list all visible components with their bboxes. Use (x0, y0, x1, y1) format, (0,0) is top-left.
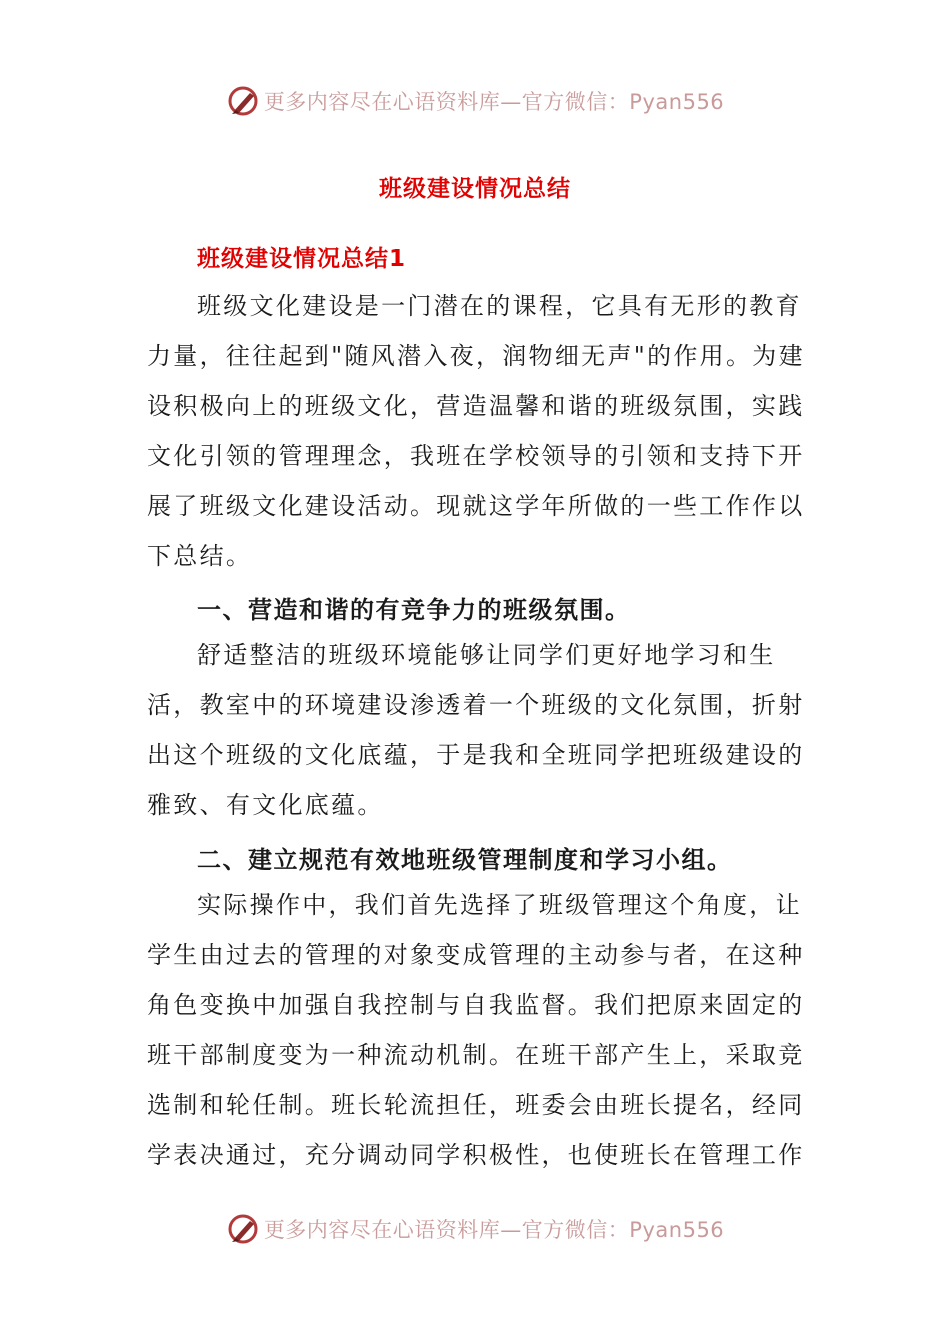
heading-1: 一、营造和谐的有竞争力的班级氛围。 (197, 596, 631, 624)
header-watermark (0, 84, 950, 118)
pen-logo-icon (226, 84, 260, 118)
watermark-text: 更多内容尽在心语资料库—官方微信：Pyan556 (263, 90, 725, 114)
document-title: 班级建设情况总结 (379, 176, 571, 202)
section-title: 班级建设情况总结1 (197, 246, 407, 272)
watermark-text: 更多内容尽在心语资料库—官方微信：Pyan556 (263, 1218, 725, 1242)
paragraph-1: 班级文化建设是一门潜在的课程，它具有无形的教育力量，往往起到"随风潜入夜，润物细无声"的作用。为建设积极向上的班级文化，营造温馨和谐的班级氛围，实践文化引领的管理理念，我班在学校领导的引领和支持下开展了班级文化建设活动。现就这学年所做的一些工作作以下总结。 (147, 292, 805, 570)
heading-2: 二、建立规范有效地班级管理制度和学习小组。 (197, 846, 733, 874)
footer-watermark (0, 1212, 950, 1246)
paragraph-3: 实际操作中，我们首先选择了班级管理这个角度，让学生由过去的管理的对象变成管理的主动参与者，在这种角色变换中加强自我控制与自我监督。我们把原来固定的班干部制度变为一种流动机制。在班干部产生上，采取竞选制和轮任制。班长轮流担任，班委会由班长提名，经同学表决通过，充分调动同学积极性，也使班长在管理工作 (147, 891, 805, 1169)
paragraph-2: 舒适整洁的班级环境能够让同学们更好地学习和生活，教室中的环境建设渗透着一个班级的文化氛围，折射出这个班级的文化底蕴，于是我和全班同学把班级建设的雅致、有文化底蕴。 (147, 641, 805, 819)
pen-logo-icon (226, 1212, 260, 1246)
